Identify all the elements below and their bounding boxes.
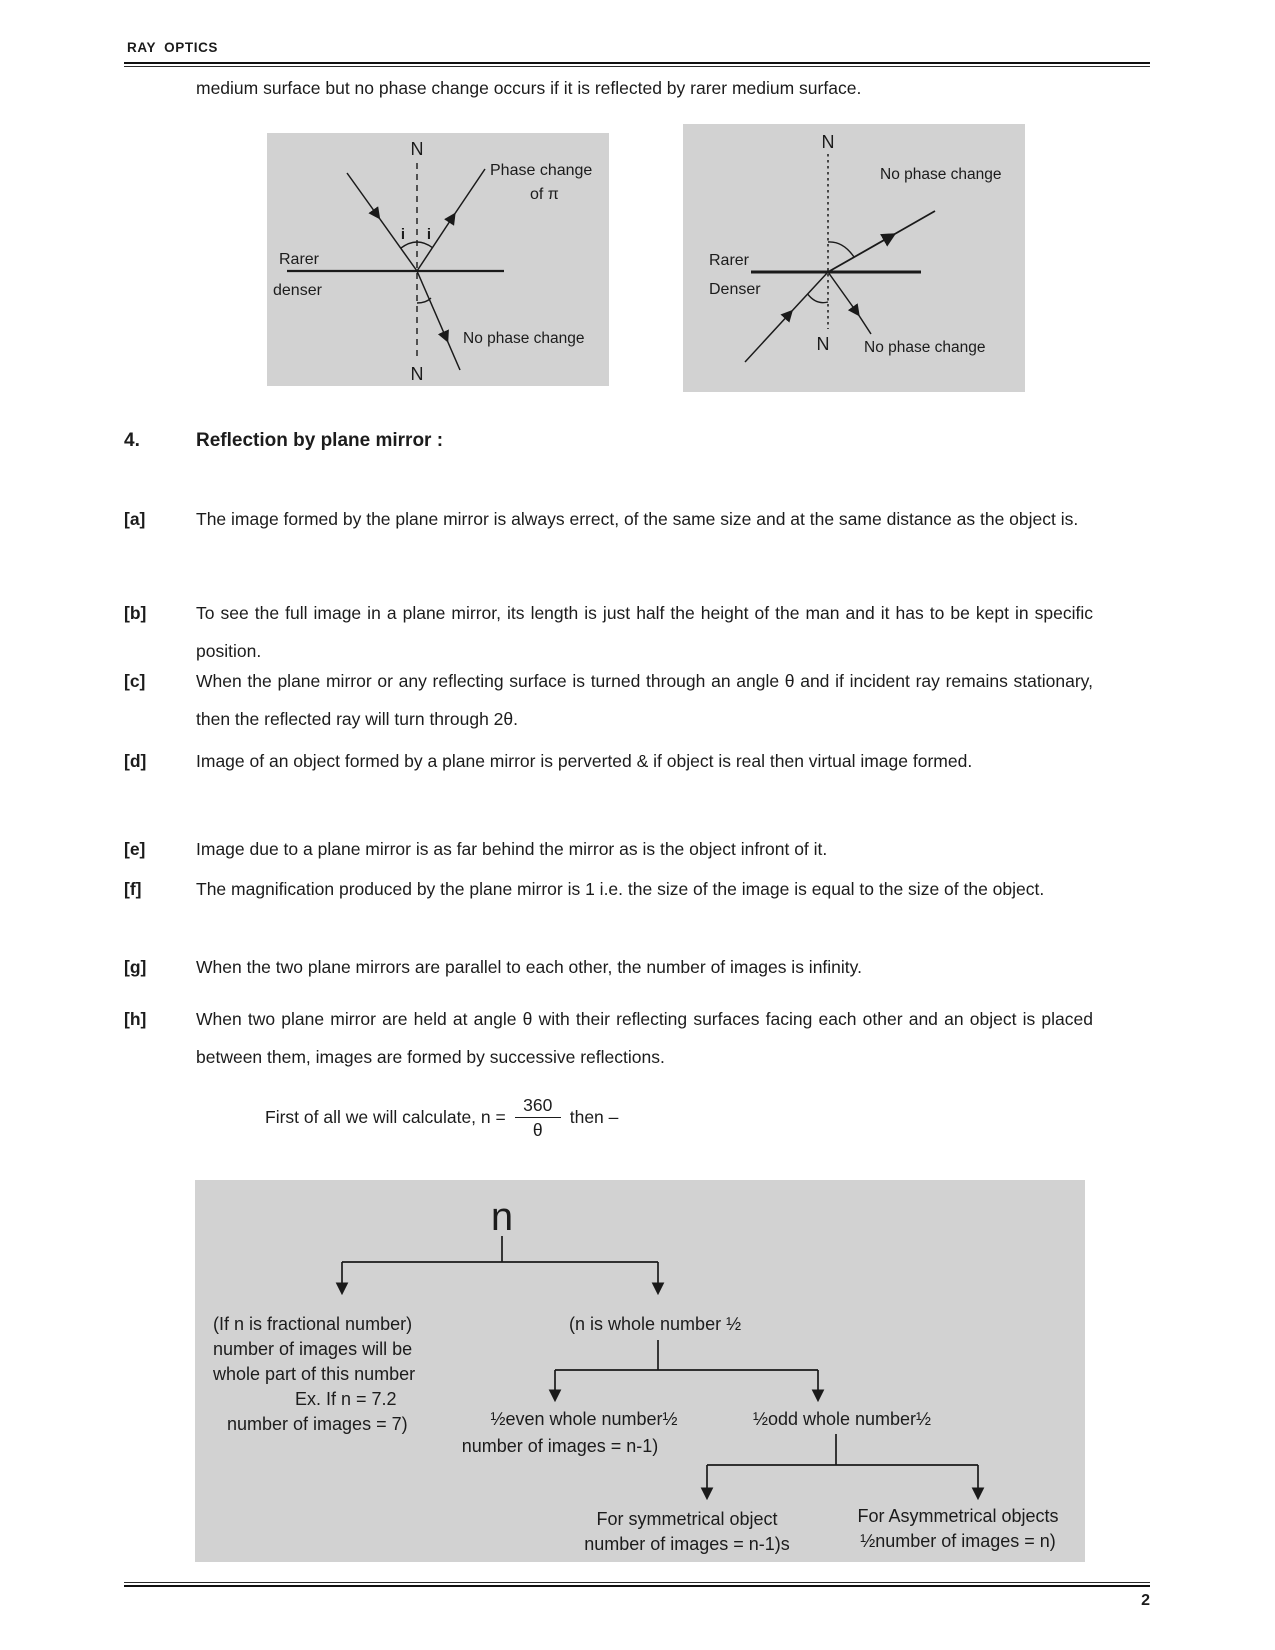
fractional-note-line2: number of images will be [213,1339,413,1359]
phase-change-label-line2: of π [530,186,559,203]
flowchart-root-n: n [490,1195,514,1239]
fractional-note-line3: whole part of this number [213,1364,416,1384]
item-text-a: The image formed by the plane mirror is always errect, of the same size and at the same distance as the object is. [196,509,1079,529]
medium-label-rarer: Rarer [279,251,320,268]
incident-ray [745,312,791,362]
normal-label-bottom: N [410,364,424,384]
item-label-h: [h] [124,1009,147,1029]
odd-whole-number-label: ½odd whole number½ [752,1409,932,1429]
angle-label-i-right: i [426,226,432,243]
incident-ray [379,217,418,271]
fractional-note-line4: Ex. If n = 7.2 [295,1389,397,1409]
intro-paragraph: medium surface but no phase change occurs if it is reflected by rarer medium surface. [196,78,862,98]
symmetrical-label-line1: For symmetrical object [596,1509,778,1529]
transmitted-ray [893,211,935,235]
angle-label-i-left: i [400,226,406,243]
no-phase-change-label-bottom: No phase change [864,339,986,356]
no-phase-change-label: No phase change [463,330,585,347]
asymmetrical-label-line2: ½number of images = n) [860,1531,1056,1551]
item-label-e: [e] [124,839,146,859]
normal-label-top: N [821,132,835,152]
normal-label-top: N [410,139,424,159]
refracted-ray [417,271,447,340]
symmetrical-label-line2: number of images = n-1)s [584,1534,790,1554]
item-text-g: When the two plane mirrors are parallel to each other, the number of images is infinity. [196,957,862,977]
item-label-a: [a] [124,509,146,529]
reflected-ray [828,272,858,314]
diagram-phase-change-denser [267,133,609,386]
transmitted-ray [828,235,893,272]
item-text-b: To see the full image in a plane mirror, its length is just half the height of the man and it has to be kept in specific position. [196,603,1093,661]
item-label-g: [g] [124,957,147,977]
item-text-c: When the plane mirror or any reflecting surface is turned through an angle θ and if incident ray remains stationary, then the reflected ray will turn through 2θ. [196,671,1093,729]
page-number: 2 [1141,1592,1150,1609]
whole-number-label: (n is whole number ½ [569,1314,742,1334]
formula-suffix: then – [569,1107,619,1128]
normal-label-bottom: N [816,334,830,354]
flowchart-number-of-images [195,1180,1085,1562]
no-phase-change-label-top: No phase change [880,166,1002,183]
medium-label-denser: denser [273,282,322,299]
item-text-d: Image of an object formed by a plane mirror is perverted & if object is real then virtual image formed. [196,751,973,771]
medium-label-rarer: Rarer [709,252,750,269]
item-label-b: [b] [124,603,147,623]
item-label-d: [d] [124,751,147,771]
phase-change-label-line1: Phase change [490,162,593,179]
formula-n-equals-360-over-theta [265,1095,618,1140]
item-text-h: When two plane mirror are held at angle θ with their reflecting surfaces facing each other and an object is placed between them, images are formed by successive reflections. [196,1009,1093,1067]
even-whole-number-label: ½even whole number½ [490,1409,678,1429]
fraction-bar [515,1117,561,1118]
formula-prefix: First of all we will calculate, n = [265,1107,506,1128]
section-title: Reflection by plane mirror : [196,430,444,451]
item-label-c: [c] [124,671,146,691]
medium-label-denser: Denser [709,281,761,298]
fraction [515,1095,561,1140]
reflected-ray [858,314,871,334]
fraction-numerator: 360 [523,1095,553,1115]
refracted-ray [447,340,460,370]
incident-ray [347,173,379,217]
footer-rule [124,1582,1150,1587]
fraction-denominator: θ [532,1120,543,1141]
section-number: 4. [124,430,140,451]
item-text-f: The magnification produced by the plane mirror is 1 i.e. the size of the image is equal to the size of the object. [196,879,1045,899]
item-label-f: [f] [124,879,142,899]
page-header: RAY OPTICS [127,40,219,55]
asymmetrical-label-line1: For Asymmetrical objects [857,1506,1059,1526]
item-text-e: Image due to a plane mirror is as far behind the mirror as is the object infront of it. [196,839,828,859]
fractional-note-line1: (If n is fractional number) [213,1314,413,1334]
even-images-label: number of images = n-1) [461,1436,659,1456]
fractional-note-line5: number of images = 7) [227,1414,408,1434]
angle-arc-bottom [808,294,828,303]
angle-arc-top [828,242,854,257]
incident-ray [791,272,828,312]
header-rule [124,62,1150,67]
diagram-no-phase-change-rarer [683,124,1025,392]
reflected-ray [454,169,485,215]
